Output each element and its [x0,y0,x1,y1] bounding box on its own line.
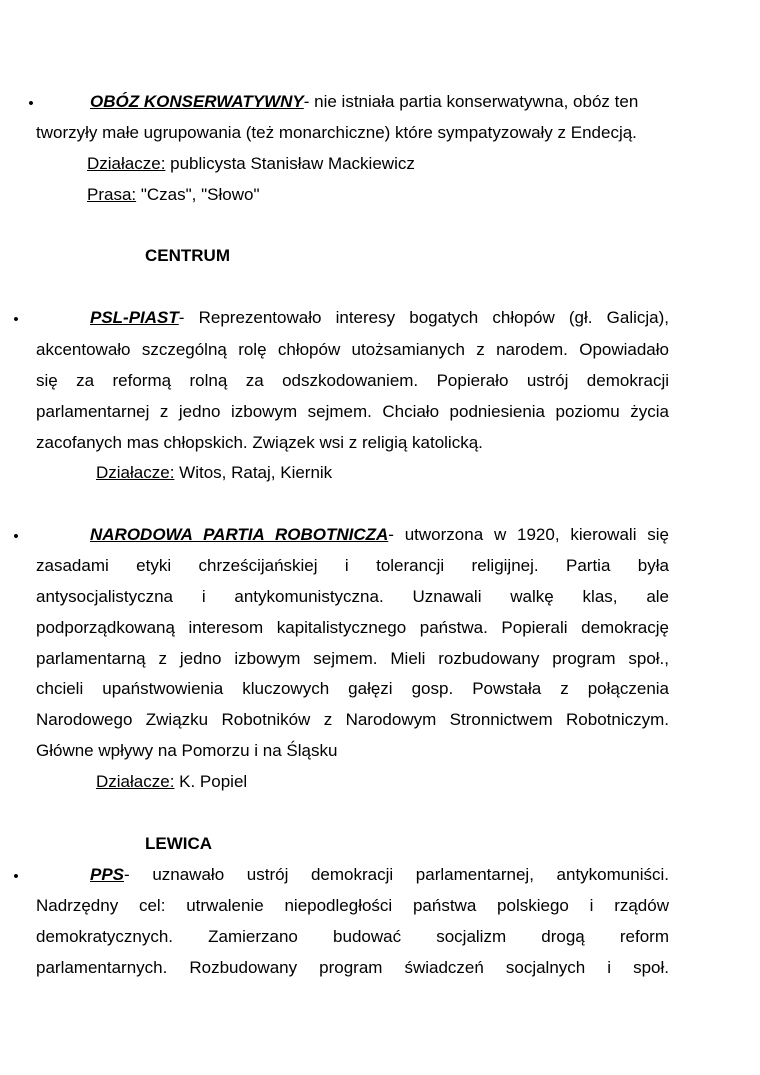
pps-line-3: demokratycznych. Zamierzano budować socjalizm drogą reform [36,927,669,946]
npr-line-5: parlamentarną z jedno izbowym sejmem. Mieli rozbudowany program społ., [36,649,669,668]
npr-line-3: antysocjalistyczna i antykomunistyczna. Uznawali walkę klas, ale [36,587,669,606]
npr-line-4: podporządkowaną interesom kapitalistycznego państwa. Popierali demokrację [36,618,669,637]
npr-line-6: chcieli upaństwowienia kluczowych gałęzi gosp. Powstała z połączenia [36,679,669,698]
psl-line-5: zacofanych mas chłopskich. Związek wsi z religią katolicką. [36,433,483,452]
pps-line-2: Nadrzędny cel: utrwalenie niepodległości państwa polskiego i rządów [36,896,669,915]
npr-line-1-text: - utworzona w 1920, kierowali się [388,525,669,544]
conservative-press-label: Prasa: [87,185,137,204]
bullet-psl: • [13,311,19,328]
psl-activists-value: Witos, Rataj, Kiernik [174,463,333,482]
npr-line-2: zasadami etyki chrześcijańskiej i tolerancji religijnej. Partia była [36,556,669,575]
psl-line-1-text: - Reprezentowało interesy bogatych chłopów (gł. Galicja), [178,308,669,327]
conservative-term: OBÓZ KONSERWATYWNY [90,92,304,111]
psl-activists [96,457,729,488]
pps-line-4: parlamentarnych. Rozbudowany program świadczeń socjalnych i społ. [36,958,669,977]
heading-centrum: CENTRUM [145,246,230,265]
npr-activists [96,766,729,797]
bullet-pps: • [13,868,19,885]
conservative-activists-value: publicysta Stanisław Mackiewicz [165,154,415,173]
npr-line-8: Główne wpływy na Pomorzu i na Śląsku [36,741,338,760]
pps-line-1-text: - uznawało ustrój demokracji parlamentarnej, antykomuniści. [124,865,669,884]
psl-line-1 [36,302,669,333]
npr-line-1 [36,519,669,550]
psl-line-3: się za reformą rolną za odszkodowaniem. Popierało ustrój demokracji [36,371,669,390]
psl-term: PSL-PIAST [90,308,179,327]
conservative-line-1-text: - nie istniała partia konserwatywna, obóz ten [303,92,639,111]
bullet-npr: • [13,528,19,545]
conservative-press [87,179,720,210]
conservative-line-1 [36,86,669,117]
conservative-activists [87,148,720,179]
heading-lewica: LEWICA [145,834,213,853]
psl-line-4: parlamentarnej z jedno izbowym sejmem. Chciało podniesienia poziomu życia [36,402,669,421]
psl-activists-label: Działacze: [96,463,175,482]
npr-activists-label: Działacze: [96,772,175,791]
npr-line-7: Narodowego Związku Robotników z Narodowym Stronnictwem Robotniczym. [36,710,669,729]
conservative-line-2: tworzyły małe ugrupowania (też monarchiczne) które sympatyzowały z Endecją. [36,123,637,142]
conservative-activists-label: Działacze: [87,154,166,173]
bullet-conservative: • [28,95,34,112]
conservative-press-value: "Czas", "Słowo" [136,185,260,204]
pps-term: PPS [90,865,125,884]
npr-activists-value: K. Popiel [174,772,248,791]
psl-line-2: akcentowało szczególną rolę chłopów utożsamianych z narodem. Opowiadało [36,340,669,359]
pps-line-1 [36,859,669,890]
npr-term: NARODOWA PARTIA ROBOTNICZA [90,525,389,544]
